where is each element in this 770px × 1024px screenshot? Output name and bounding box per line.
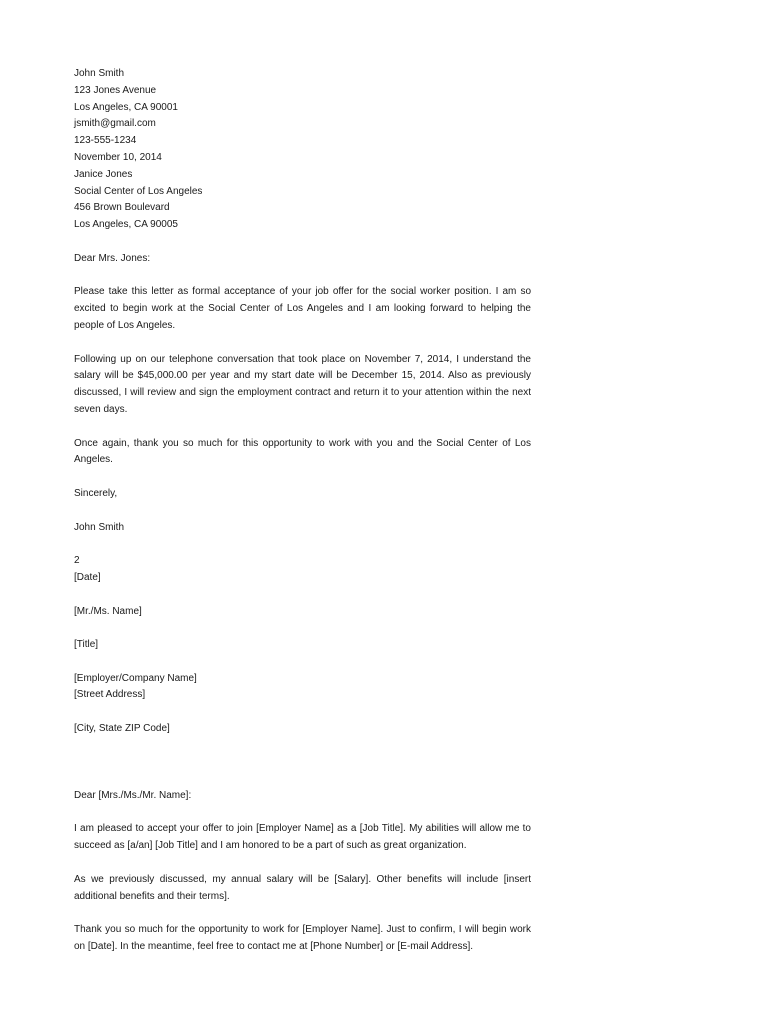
signature-name: John Smith [74, 521, 125, 533]
template-paragraph: As we previously discussed, my annual salary will be [Salary]. Other benefits will include [insert additional benefits and their terms]. [74, 873, 531, 902]
recipient-street: 456 Brown Boulevard [74, 202, 170, 214]
sender-street: 123 Jones Avenue [74, 84, 157, 96]
sender-phone: 123-555-1234 [74, 135, 137, 147]
template-date: [Date] [74, 571, 101, 583]
template-paragraph: Thank you so much for the opportunity to work for [Employer Name]. Just to confirm, I will begin work on [Date]. In the meantime, feel free to contact me at [Phone Number] or [E-mail Address]. [74, 924, 531, 953]
recipient-city: Los Angeles, CA 90005 [74, 219, 178, 231]
letter-date: November 10, 2014 [74, 151, 162, 163]
salutation: Dear Mrs. Jones: [74, 252, 151, 264]
template-title: [Title] [74, 639, 99, 651]
template-salutation: Dear [Mrs./Ms./Mr. Name]: [74, 789, 192, 801]
body-paragraph: Following up on our telephone conversation that took place on November 7, 2014, I understand the salary will be $45,000.00 per year and my start date will be December 15, 2014. Also as previously discussed, I will review and sign the employment contract and return it to your attention within the next seven days. [74, 353, 531, 415]
template-company: [Employer/Company Name] [74, 672, 197, 684]
template-city: [City, State ZIP Code] [74, 723, 170, 735]
body-paragraph: Please take this letter as formal acceptance of your job offer for the social worker position. I am so excited to begin work at the Social Center of Los Angeles and I am looking forward to helping the people of Los Angeles. [74, 286, 531, 331]
page-number: 2 [74, 555, 80, 567]
sender-email: jsmith@gmail.com [74, 118, 156, 130]
closing: Sincerely, [74, 487, 118, 499]
body-paragraph: Once again, thank you so much for this opportunity to work with you and the Social Center of Los Angeles. [74, 437, 531, 466]
sender-address-block [74, 66, 531, 150]
sender-city: Los Angeles, CA 90001 [74, 101, 178, 113]
document-page [74, 66, 531, 956]
sender-name: John Smith [74, 68, 125, 79]
recipient-name: Janice Jones [74, 168, 133, 180]
recipient-organization: Social Center of Los Angeles [74, 185, 203, 197]
template-recipient-name: [Mr./Ms. Name] [74, 605, 142, 617]
recipient-address-block [74, 167, 531, 234]
template-paragraph: I am pleased to accept your offer to join [Employer Name] as a [Job Title]. My abilities will allow me to succeed as [a/an] [Job Title] and I am honored to be a part of such as great organization. [74, 823, 531, 852]
template-street: [Street Address] [74, 689, 146, 701]
